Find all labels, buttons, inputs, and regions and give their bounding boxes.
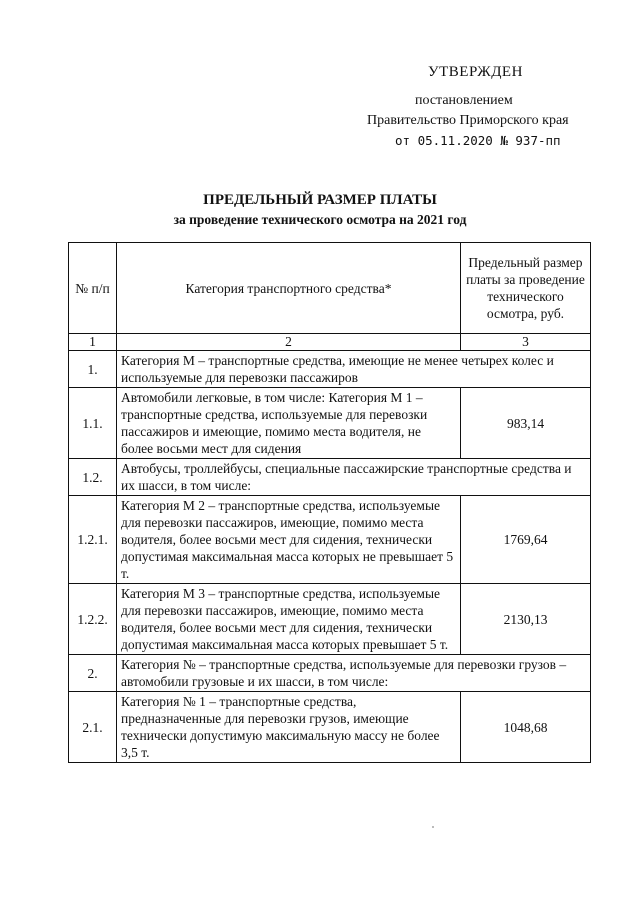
row-text: Автобусы, троллейбусы, специальные пассажирские транспортные средства и их шасси, в том числе: <box>117 459 591 496</box>
header-price: Предельный размер платы за проведение технического осмотра, руб. <box>461 243 591 334</box>
column-index-3: 3 <box>461 334 591 351</box>
row-text: Категория М 3 – транспортные средства, используемые для перевозки пассажиров, имеющие, помимо места водителя, более восьми мест для сидения, технически допустимая максимальная масса которых превышает 5 т. <box>117 584 461 655</box>
row-number: 1. <box>69 351 117 388</box>
approval-line-3: от 05.11.2020 № 937-пп <box>395 133 561 148</box>
document-title: ПРЕДЕЛЬНЫЙ РАЗМЕР ПЛАТЫ <box>203 192 437 208</box>
row-price: 983,14 <box>461 388 591 459</box>
table-row <box>69 388 591 459</box>
header-category: Категория транспортного средства* <box>117 243 461 334</box>
column-index-2: 2 <box>117 334 461 351</box>
scan-speck <box>432 826 434 828</box>
row-number: 2. <box>69 655 117 692</box>
column-index-1: 1 <box>69 334 117 351</box>
table-row <box>69 351 591 388</box>
row-number: 1.2. <box>69 459 117 496</box>
document-subtitle: за проведение технического осмотра на 2021 год <box>173 212 467 227</box>
table-row <box>69 584 591 655</box>
approval-heading: УТВЕРЖДЕН <box>428 64 523 80</box>
table-row <box>69 496 591 584</box>
column-index-row <box>69 334 591 351</box>
row-number: 1.2.2. <box>69 584 117 655</box>
row-price: 1769,64 <box>461 496 591 584</box>
row-text: Категория № – транспортные средства, используемые для перевозки грузов – автомобили грузовые и их шасси, в том числе: <box>117 655 591 692</box>
row-text: Автомобили легковые, в том числе: Категория М 1 – транспортные средства, используемые для перевозки пассажиров и имеющие, помимо места водителя, не более восьми мест для сидения <box>117 388 461 459</box>
row-price: 1048,68 <box>461 692 591 763</box>
header-num: № п/п <box>69 243 117 334</box>
table-header-row <box>69 243 591 334</box>
row-price: 2130,13 <box>461 584 591 655</box>
fee-table <box>68 242 591 763</box>
approval-line-2: Правительство Приморского края <box>367 113 569 128</box>
row-text: Категория М – транспортные средства, имеющие не менее четырех колес и используемые для перевозки пассажиров <box>117 351 591 388</box>
row-text: Категория М 2 – транспортные средства, используемые для перевозки пассажиров, имеющие, помимо места водителя, более восьми мест для сидения, технически допустимая максимальная масса которых не превышает 5 т. <box>117 496 461 584</box>
row-number: 2.1. <box>69 692 117 763</box>
table-row <box>69 692 591 763</box>
table-row <box>69 459 591 496</box>
approval-line-1: постановлением <box>415 93 513 108</box>
row-text: Категория № 1 – транспортные средства, предназначенные для перевозки грузов, имеющие технически допустимую максимальную массу не более 3,5 т. <box>117 692 461 763</box>
table-row <box>69 655 591 692</box>
row-number: 1.2.1. <box>69 496 117 584</box>
row-number: 1.1. <box>69 388 117 459</box>
